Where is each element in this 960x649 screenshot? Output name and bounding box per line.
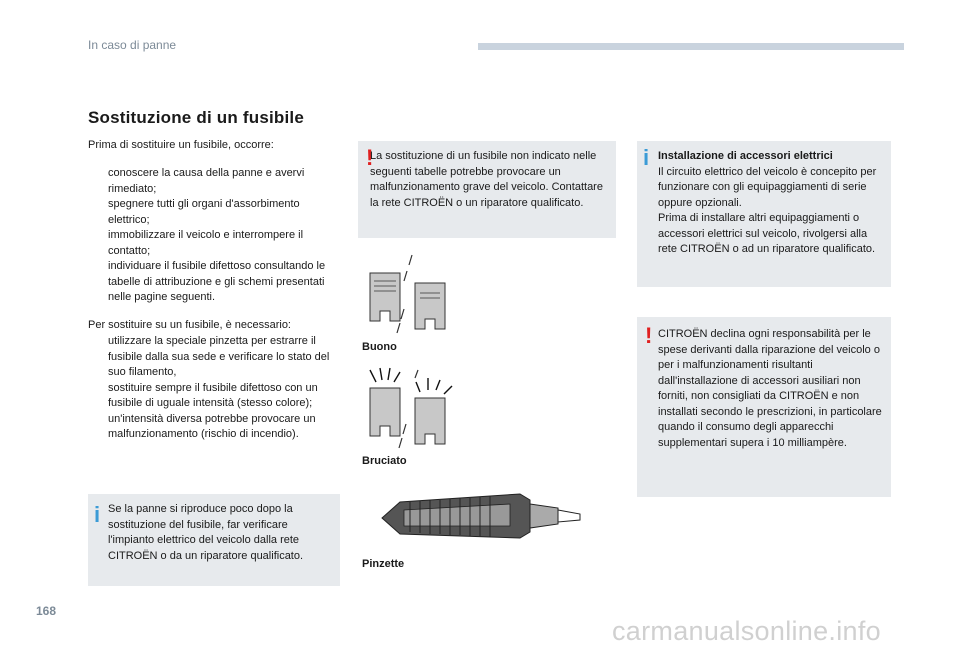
warning-box-middle-text: La sostituzione di un fusibile non indicato nelle seguenti tabelle potrebbe provocare un malfunzionamento grave del veicolo. Contattare la rete CITROËN o un riparatore qualificato. (370, 150, 603, 209)
list-item: spegnere tutti gli organi d'assorbimento elettrico; (108, 198, 300, 226)
procedure-list (88, 334, 343, 443)
warning-box-right (637, 317, 891, 497)
precondition-list (88, 166, 343, 306)
warning-icon: ! (645, 323, 653, 348)
list-item: conoscere la causa della panne e avervi rimediato; (108, 167, 305, 195)
fuse-burnt-label: Bruciato (362, 455, 407, 467)
warning-box-right-text: CITROËN declina ogni responsabilità per le spese derivanti dalla riparazione del veicolo o per i malfunzionamenti risultanti dall'installazione di accessori ausiliari non forniti, non consigliati da CITROËN e non installati secondo le prescrizioni, in particolare quando il consumo degli apparecchi supplementari supera i 10 milliampère. (658, 328, 882, 449)
intro-text: Prima di sostituire un fusibile, occorre: (88, 139, 274, 151)
tweezers-illustration (380, 488, 590, 548)
tweezers-label: Pinzette (362, 558, 405, 570)
watermark: carmanualsonline.info (612, 616, 881, 646)
page-number: 168 (36, 604, 57, 618)
fuse-good-illustration (360, 253, 460, 337)
info-box-left (88, 494, 340, 586)
list-item: immobilizzare il veicolo e interrompere il contatto; (108, 229, 304, 257)
info-box-right-title: Installazione di accessori elettrici (658, 150, 833, 162)
section-title: In caso di panne (88, 38, 177, 52)
info-box-right (637, 141, 891, 287)
fuse-good-label: Buono (362, 341, 397, 353)
list-item: utilizzare la speciale pinzetta per estrarre il fusibile dalla sua sede e verificare lo stato del suo filamento, (108, 335, 330, 378)
fuse-burnt-illustration (360, 366, 460, 450)
info-icon: i (643, 145, 650, 170)
procedure-intro: Per sostituire su un fusibile, è necessario: (88, 319, 291, 331)
info-icon: i (94, 502, 101, 527)
header-accent-bar (478, 43, 904, 50)
page-title: Sostituzione di un fusibile (88, 108, 305, 127)
info-box-right-text: Il circuito elettrico del veicolo è concepito per funzionare con gli equipaggiamenti di serie oppure opzionali. Prima di installare altri equipaggiamenti o accessori elettrici sul veicolo, rivolgersi alla rete CITROËN o ad un riparatore qualificato. (658, 165, 877, 255)
list-item: sostituire sempre il fusibile difettoso con un fusibile di uguale intensità (stesso colore); un'intensità diversa potrebbe provocare un malfunzionamento (rischio di incendio). (108, 381, 318, 440)
warning-icon: ! (366, 145, 374, 170)
list-item: individuare il fusibile difettoso consultando le tabelle di attribuzione e gli schemi presentati nelle pagine seguenti. (108, 260, 326, 303)
info-box-left-text: Se la panne si riproduce poco dopo la sostituzione del fusibile, far verificare l'impianto elettrico del veicolo dalla rete CITROËN o da un riparatore qualificato. (108, 503, 304, 562)
warning-box-middle (358, 141, 616, 238)
